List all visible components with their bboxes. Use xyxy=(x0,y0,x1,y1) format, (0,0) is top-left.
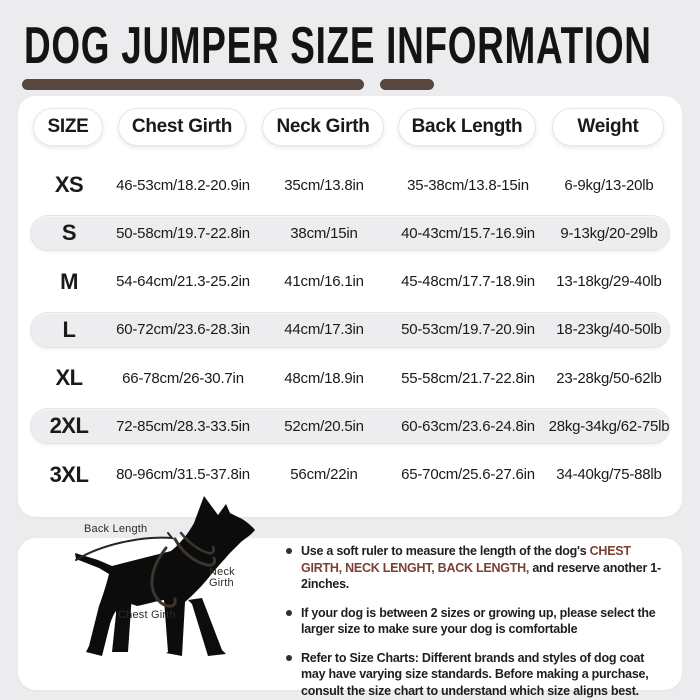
table-row-3xl xyxy=(30,457,670,493)
column-header-chest-girth: Chest Girth xyxy=(118,108,246,146)
column-header-neck-girth: Neck Girth xyxy=(262,108,383,146)
measuring-tip-text xyxy=(301,650,664,700)
chest-girth-cell: 60-72cm/23.6-28.3in xyxy=(116,321,250,339)
neck-girth-cell: 56cm/22in xyxy=(290,466,358,484)
column-header-weight: Weight xyxy=(552,108,664,146)
page-title: DOG JUMPER SIZE INFORMATION xyxy=(24,17,652,75)
back-length-cell: 45-48cm/17.7-18.9in xyxy=(401,273,535,291)
neck-girth-cell: 41cm/16.1in xyxy=(284,273,364,291)
weight-cell: 34-40kg/75-88lb xyxy=(556,466,662,484)
neck-girth-label-line1: Neck xyxy=(209,566,235,578)
title-underline-long xyxy=(22,79,364,90)
table-row-m xyxy=(30,264,670,300)
measuring-tip-text xyxy=(301,543,664,593)
table-row-2xl xyxy=(30,408,670,444)
measuring-tip-2 xyxy=(286,605,664,638)
plain-text: Use a soft ruler to measure the length of the dog's xyxy=(301,544,590,558)
bullet-dot-icon xyxy=(286,610,292,616)
size-cell: 2XL xyxy=(49,413,89,439)
neck-girth-cell: 38cm/15in xyxy=(290,224,358,242)
table-row-xs xyxy=(30,167,670,203)
table-row-l xyxy=(30,312,670,348)
chest-girth-cell: 50-58cm/19.7-22.8in xyxy=(116,224,250,242)
table-row-s xyxy=(30,215,670,251)
chest-girth-cell: 46-53cm/18.2-20.9in xyxy=(116,176,250,194)
back-length-cell: 35-38cm/13.8-15in xyxy=(407,176,529,194)
table-row-xl xyxy=(30,360,670,396)
size-cell: XS xyxy=(54,172,84,197)
back-length-cell: 40-43cm/15.7-16.9in xyxy=(401,224,535,242)
chest-girth-cell: 80-96cm/31.5-37.8in xyxy=(116,466,250,484)
table-body xyxy=(30,167,670,493)
plain-text: If your dog is between 2 sizes or growing up, please select the larger size to make sure your dog is comfortable xyxy=(301,605,656,636)
size-table-card xyxy=(18,96,682,517)
weight-cell: 28kg-34kg/62-75lb xyxy=(548,417,670,435)
chest-girth-cell: 54-64cm/21.3-25.2in xyxy=(116,273,250,291)
title-underline-short xyxy=(380,79,434,90)
plain-text: Refer to Size Charts: Different brands and styles of dog coat may have varying size standards. Before making a purchase, consult the size chart to understand which size aligns best. xyxy=(301,650,649,698)
chest-girth-cell: 66-78cm/26-30.7in xyxy=(122,369,244,387)
back-length-cell: 50-53cm/19.7-20.9in xyxy=(401,321,535,339)
measuring-tip-3 xyxy=(286,650,664,700)
size-cell: XL xyxy=(55,365,83,391)
weight-cell: 6-9kg/13-20lb xyxy=(564,176,654,194)
size-cell: 3XL xyxy=(49,461,89,487)
back-length-cell: 60-63cm/23.6-24.8in xyxy=(401,417,535,435)
back-length-cell: 55-58cm/21.7-22.8in xyxy=(401,369,535,387)
chest-girth-label: Chest Girth xyxy=(118,609,176,621)
column-header-back-length: Back Length xyxy=(398,108,537,146)
size-table-header-row xyxy=(30,108,670,146)
size-cell: M xyxy=(60,268,78,294)
dog-measurement-diagram xyxy=(42,494,262,662)
neck-girth-cell: 52cm/20.5in xyxy=(284,417,364,435)
weight-cell: 18-23kg/40-50lb xyxy=(556,321,662,339)
measuring-tip-text xyxy=(301,605,664,638)
plain-text: and reserve another 1- 2inches. xyxy=(301,560,661,591)
back-length-cell: 65-70cm/25.6-27.6in xyxy=(401,466,535,484)
back-length-label: Back Length xyxy=(84,523,148,535)
neck-girth-label xyxy=(209,567,235,589)
bullet-dot-icon xyxy=(286,655,292,661)
weight-cell: 13-18kg/29-40lb xyxy=(556,273,662,291)
weight-cell: 23-28kg/50-62lb xyxy=(556,369,662,387)
neck-girth-cell: 35cm/13.8in xyxy=(284,176,364,194)
size-cell: L xyxy=(62,316,76,342)
chest-girth-cell: 72-85cm/28.3-33.5in xyxy=(116,417,250,435)
measuring-tips-list xyxy=(286,543,664,700)
bullet-dot-icon xyxy=(286,548,292,554)
neck-girth-cell: 48cm/18.9in xyxy=(284,369,364,387)
dog-far-front-leg xyxy=(188,598,226,656)
column-header-size: SIZE xyxy=(33,108,102,146)
weight-cell: 9-13kg/20-29lb xyxy=(560,224,658,242)
neck-girth-cell: 44cm/17.3in xyxy=(284,321,364,339)
neck-girth-label-line2: Girth xyxy=(209,577,234,589)
size-cell: S xyxy=(61,220,77,246)
measuring-tip-1 xyxy=(286,543,664,593)
emphasized-text: CHEST GIRTH, NECK LENGHT, BACK LENGTH, xyxy=(301,544,631,575)
